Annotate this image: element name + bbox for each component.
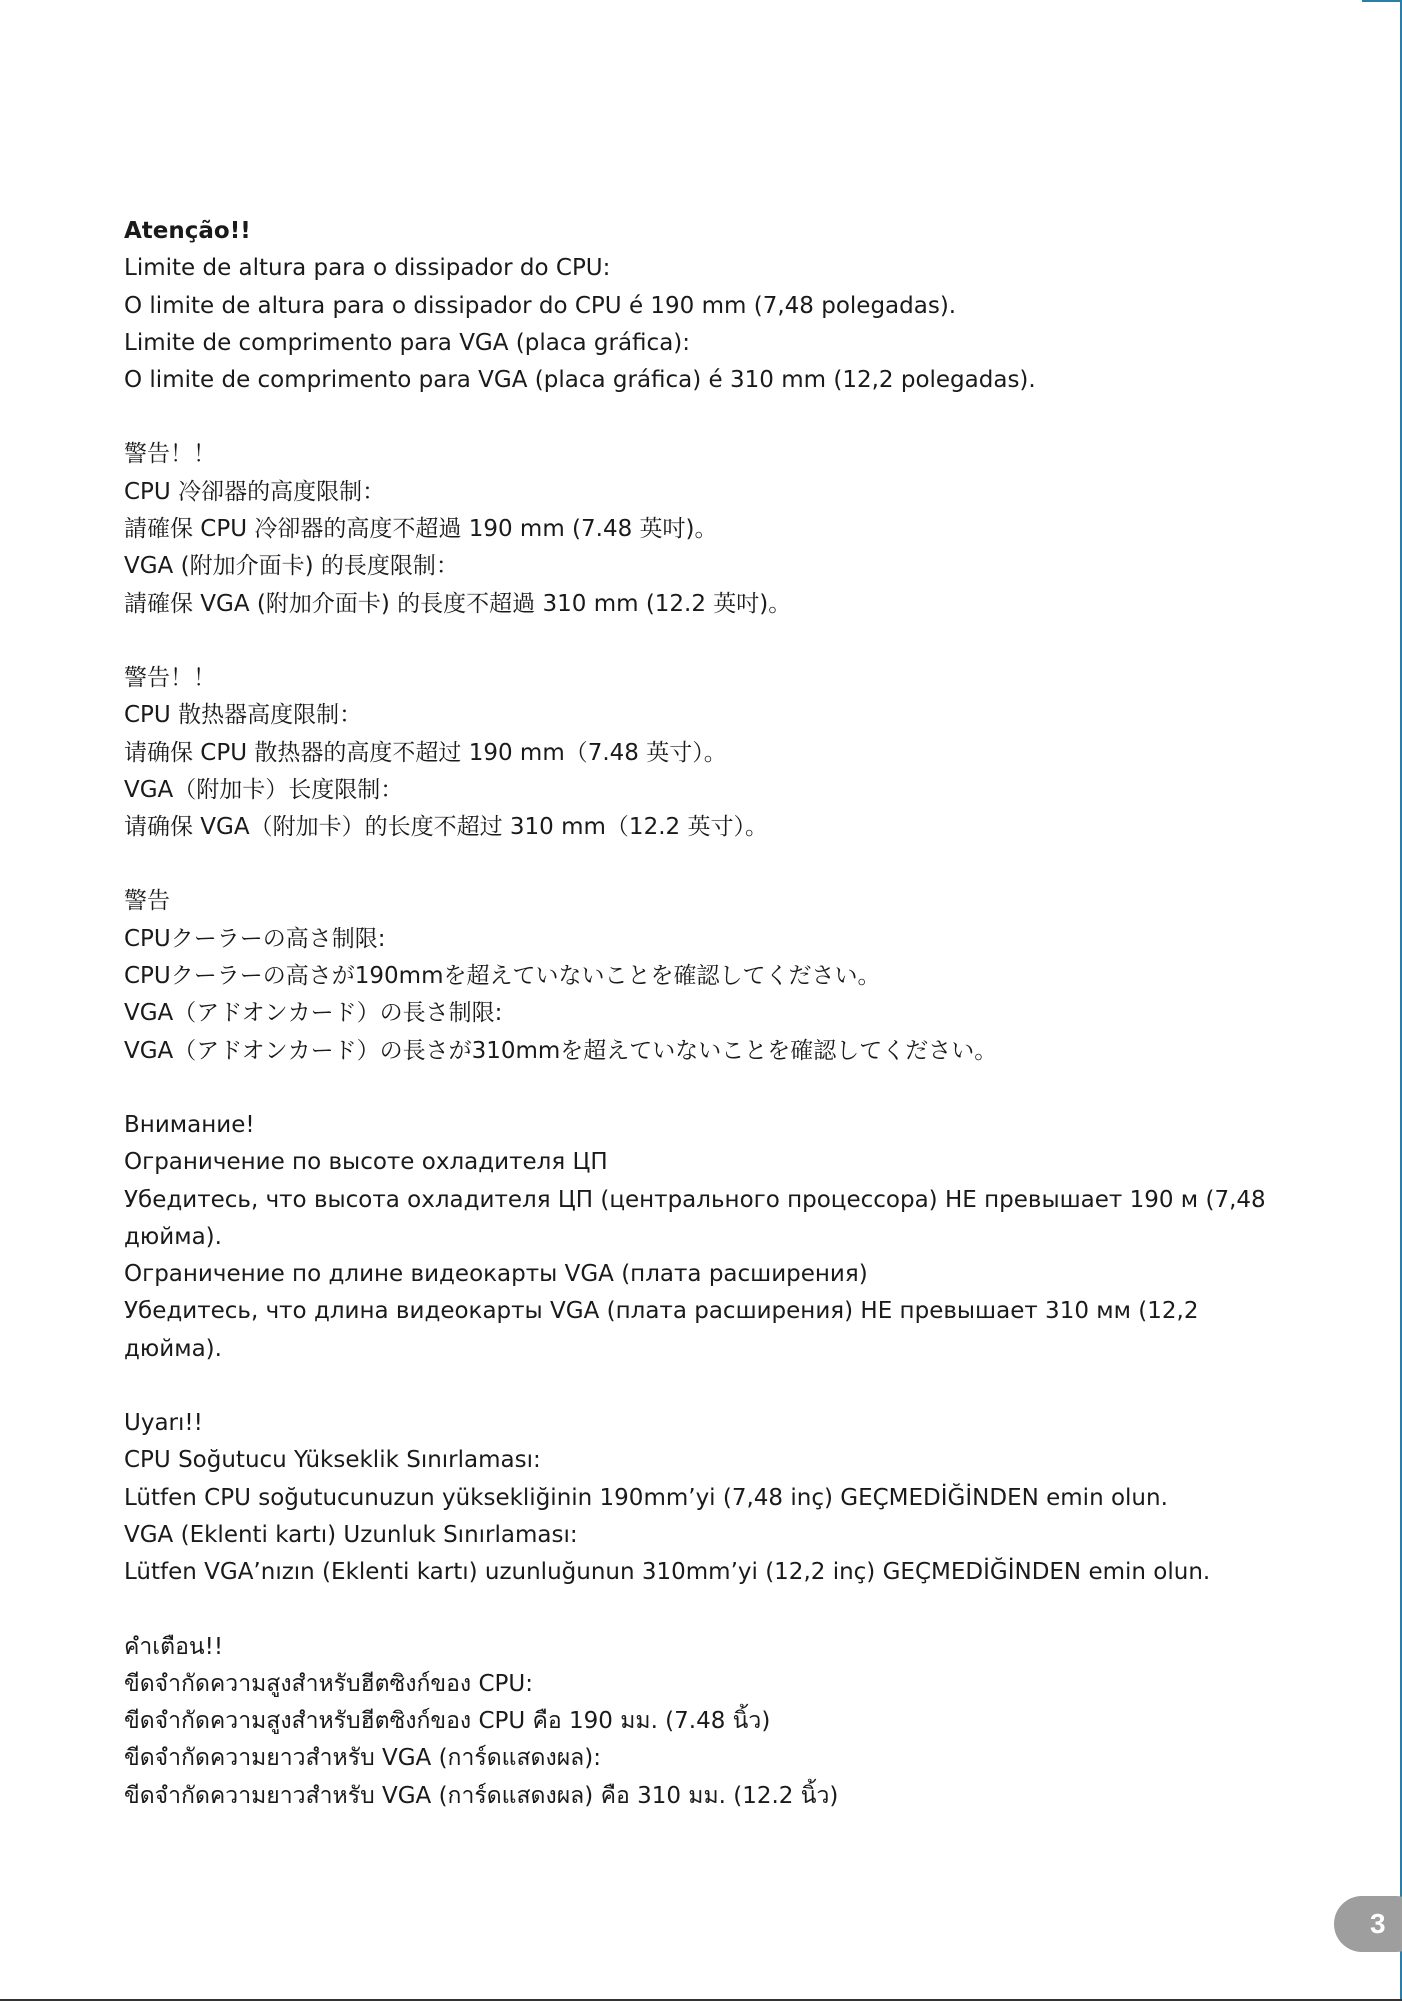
section-line: Limite de altura para o dissipador do CPU: xyxy=(124,255,611,282)
section-line: ขีดจำกัดความยาวสำหรับ VGA (การ์ดแสดงผล) คือ 310 มม. (12.2 นิ้ว) xyxy=(124,1782,839,1809)
section-portuguese xyxy=(124,213,1274,399)
section-line: 請確保 VGA (附加介面卡) 的長度不超過 310 mm (12.2 英吋)。 xyxy=(124,590,792,617)
frame-accent-top xyxy=(1362,0,1402,2)
section-heading: 警告！！ xyxy=(124,441,216,468)
section-line: CPU Soğutucu Yükseklik Sınırlaması: xyxy=(124,1447,541,1474)
section-line: Lütfen CPU soğutucunuzun yüksekliğinin 190mm’yi (7,48 inç) GEÇMEDİĞİNDEN emin olun. xyxy=(124,1484,1168,1511)
section-line: CPUクーラーの高さが190mmを超えていないことを確認してください。 xyxy=(124,963,881,990)
section-russian xyxy=(124,1107,1274,1368)
section-line: 请确保 VGA（附加卡）的长度不超过 310 mm（12.2 英寸）。 xyxy=(124,814,768,841)
section-line: Limite de comprimento para VGA (placa gráfica): xyxy=(124,329,691,356)
section-line: Ограничение по длине видеокарты VGA (плата расширения) xyxy=(124,1261,868,1288)
section-line: VGA（アドオンカード）の長さ制限: xyxy=(124,1000,503,1027)
section-heading: 警告！！ xyxy=(124,664,216,691)
section-japanese xyxy=(124,883,1274,1069)
section-line: CPU 散热器高度限制： xyxy=(124,702,363,729)
warning-content xyxy=(124,213,1274,1852)
section-heading: Atenção!! xyxy=(124,218,251,244)
section-line: VGA (附加介面卡) 的長度限制： xyxy=(124,553,459,580)
section-line: O limite de comprimento para VGA (placa gráfica) é 310 mm (12,2 polegadas). xyxy=(124,367,1036,394)
section-heading: 警告 xyxy=(124,888,170,915)
section-line: O limite de altura para o dissipador do CPU é 190 mm (7,48 polegadas). xyxy=(124,292,957,319)
section-line: Ограничение по высоте охладителя ЦП xyxy=(124,1149,608,1176)
section-line: VGA（附加卡）长度限制： xyxy=(124,776,404,803)
section-traditional-chinese xyxy=(124,436,1274,622)
page-number-badge: 3 xyxy=(1334,1896,1402,1952)
section-line: ขีดจำกัดความยาวสำหรับ VGA (การ์ดแสดงผล): xyxy=(124,1745,602,1772)
section-line: ขีดจำกัดความสูงสำหรับฮีตซิงก์ของ CPU คือ 190 มม. (7.48 นิ้ว) xyxy=(124,1708,771,1735)
section-heading: Uyarı!! xyxy=(124,1410,203,1437)
section-heading: Внимание! xyxy=(124,1111,255,1138)
section-line: 請確保 CPU 冷卻器的高度不超過 190 mm (7.48 英吋)。 xyxy=(124,516,718,543)
section-line: 请确保 CPU 散热器的高度不超过 190 mm（7.48 英寸）。 xyxy=(124,739,727,766)
section-line: Убедитесь, что длина видеокарты VGA (плата расширения) НЕ превышает 310 мм (12,2 дюйма). xyxy=(124,1298,1199,1362)
section-line: VGA（アドオンカード）の長さが310mmを超えていないことを確認してください。 xyxy=(124,1037,998,1064)
section-line: Убедитесь, что высота охладителя ЦП (центрального процессора) НЕ превышает 190 м (7,48 дюйма). xyxy=(124,1186,1266,1250)
section-simplified-chinese xyxy=(124,660,1274,846)
section-line: VGA (Eklenti kartı) Uzunluk Sınırlaması: xyxy=(124,1521,578,1548)
section-thai xyxy=(124,1629,1274,1815)
section-line: ขีดจำกัดความสูงสำหรับฮีตซิงก์ของ CPU: xyxy=(124,1670,533,1697)
section-line: Lütfen VGA’nızın (Eklenti kartı) uzunluğunun 310mm’yi (12,2 inç) GEÇMEDİĞİNDEN emin olun. xyxy=(124,1559,1211,1586)
section-turkish xyxy=(124,1405,1274,1591)
section-line: CPUクーラーの高さ制限: xyxy=(124,925,386,952)
section-line: CPU 冷卻器的高度限制： xyxy=(124,478,386,505)
section-heading: คำเตือน!! xyxy=(124,1633,224,1660)
